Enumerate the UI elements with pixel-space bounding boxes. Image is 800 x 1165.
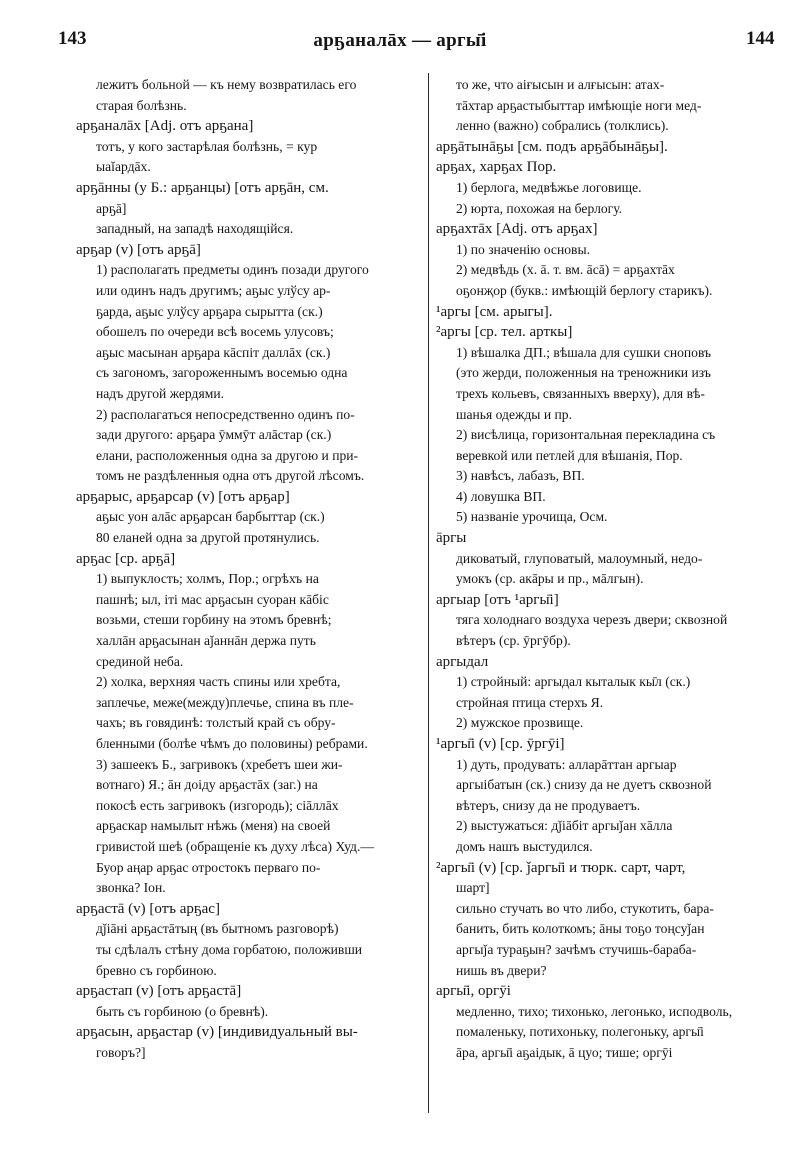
entry-body-line: 2) холка, верхняя часть спины или хребта,	[96, 674, 341, 690]
entry-body-line: вотнаго) Я.; āн доіду арҕастāх (заг.) на	[96, 777, 318, 793]
entry-body-line: 2) медвѣдь (х. ā. т. вм. āсā) = арҕахтāх	[456, 262, 675, 278]
entry-body-line: зади другого: арҕара ӯммӯт алāстар (ск.)	[96, 427, 332, 443]
entry-body-line: вѣтеръ (ср. ӯргӯбр).	[456, 633, 571, 649]
entry-body-line: шанья одежды и пр.	[456, 406, 572, 422]
entry-body-line: лежитъ больной — къ нему возвратилась его	[96, 77, 357, 92]
entry-headword-line: арҕах, харҕах Пор.	[436, 159, 557, 176]
entry-body-line: покосѣ есть загривокъ (изгородь); сіāллāх	[96, 797, 339, 813]
entry-headword-line: арҕастā (v) [отъ арҕас]	[76, 900, 220, 917]
entry-body-line: аргыібатын (ск.) снизу да не дуетъ сквозной	[456, 777, 712, 793]
entry-body-line: стройная птица стерхъ Я.	[456, 694, 604, 710]
entry-body-line: заплечье, меже(между)плечье, спина въ пле-	[96, 694, 354, 710]
entry-body-line: Буор аңар арҕас отростокъ перваго по-	[96, 859, 321, 875]
entry-headword-line: аргыдал	[436, 653, 489, 670]
entry-body-line: бревно съ горбиною.	[96, 962, 217, 978]
entry-body-line: 1) располагать предметы одинъ позади другого	[96, 262, 369, 278]
entry-body-line: ты сдѣлалъ стѣну дома горбатою, положивши	[96, 941, 363, 957]
entry-body-line: āра, аргы̄і аҕаідык, ā цуо; тише; оргӯі	[456, 1044, 673, 1060]
entry-body-line: 1) стройный: аргыдал кыталык кы̄л (ск.)	[456, 674, 691, 690]
entry-body-line: возьми, стеши горбину на этомъ бревнѣ;	[96, 612, 332, 628]
entry-headword-line: арҕарыс, арҕарсар (v) [отъ арҕар]	[76, 488, 290, 505]
entry-body-line: 2) мужское прозвище.	[456, 715, 584, 731]
entry-body-line: обошелъ по очереди всѣ восемь улусовъ;	[96, 324, 334, 340]
entry-body-line: или одинъ надъ другимъ; аҕыс улўсу ар-	[96, 282, 331, 298]
right-page-number: 144	[746, 28, 775, 49]
entry-body-line: то же, что аіғысын и алғысын: атах-	[456, 77, 665, 92]
entry-headword-line: арҕāнны (у Б.: арҕанцы) [отъ арҕāн, см.	[76, 179, 329, 196]
entry-body-line: дǰіāні арҕастāтың (въ бытномъ разговорѣ)	[96, 921, 339, 937]
entry-body-line: 2) располагаться непосредственно одинъ по-	[96, 406, 355, 422]
entry-body-line: аҕыс уон алāс арҕарсан барбыттар (ск.)	[96, 509, 325, 525]
entry-headword-line: арҕахтāх [Adj. отъ арҕах]	[436, 221, 598, 238]
entry-body-line: старая болѣзнь.	[96, 97, 187, 113]
left-column	[76, 75, 422, 1064]
entry-body-line: надъ другой жердями.	[96, 385, 224, 401]
entry-headword-line: арҕар (v) [отъ арҕā]	[76, 241, 201, 258]
right-column	[436, 75, 786, 1064]
entry-body-line: аҕыс масынан арҕара кāспіт даллāх (ск.)	[96, 344, 331, 360]
entry-body-line: ҕарда, аҕыс улўсу арҕара сырытта (ск.)	[96, 303, 323, 319]
entry-body-line: съ загономъ, загороженнымъ восемью одна	[96, 365, 348, 381]
entry-body-line: елани, расположенныя одна за другою и при-	[96, 447, 359, 463]
entry-body-line: быть съ горбиною (о бревнѣ).	[96, 1003, 269, 1019]
entry-body-line: ленно (важно) собрались (толклись).	[456, 118, 669, 134]
entry-headword-line: арҕāтынāҕы [см. подъ арҕāбынāҕы].	[436, 138, 668, 155]
entry-body-line: пашнѣ; ыл, іті мас арҕасын суоран кāбіс	[96, 591, 329, 607]
entry-body-line: западный, на западѣ находящійся.	[96, 221, 294, 237]
running-head: арҕаналāх — аргы̄і	[313, 30, 487, 51]
entry-headword-line: ¹аргы̄і (v) [ср. ӯргӯі]	[436, 736, 565, 752]
entry-body-line: 2) висѣлица, горизонтальная перекладина съ	[456, 427, 716, 443]
entry-body-line: чахъ; въ говядинѣ: толстый край съ обру-	[96, 715, 336, 731]
entry-headword-line: аргы̄і, оргӯі	[436, 983, 511, 1000]
entry-body-line: халлāн арҕасынан аǰаннāн держа путь	[96, 633, 316, 649]
entry-body-line: арҕаскар намылыт нѣжь (меня) на своей	[96, 818, 331, 834]
entry-body-line: звонка? Іон.	[96, 880, 166, 896]
entry-body-line: тāхтар арҕастыбыттар имѣющіе ноги мед-	[456, 97, 702, 113]
entry-body-line: ыаǐардāх.	[96, 159, 151, 175]
entry-headword-line: ¹аргы [см. арыгы].	[436, 303, 553, 320]
page-header	[0, 0, 800, 70]
entry-headword-line: аргыар [отъ ¹аргы̄і]	[436, 591, 559, 608]
entry-body-line: тотъ, у кого застарѣлая болѣзнь, = кур	[96, 138, 318, 154]
entry-body-line: 80 еланей одна за другой протянулись.	[96, 530, 320, 546]
entry-body-line: 1) по значенію основы.	[456, 241, 590, 257]
left-page-number: 143	[58, 28, 87, 49]
entry-body-line: томъ не раздѣленныя одна отъ другой лѣсомъ.	[96, 468, 365, 484]
entry-body-line: 5) названіе урочища, Осм.	[456, 509, 608, 525]
entry-body-line: помаленьку, потихоньку, полегоньку, аргы̄і	[456, 1024, 704, 1040]
entry-headword-line: арҕаналāх [Adj. отъ арҕана]	[76, 118, 254, 135]
entry-body-line: арҕā]	[96, 200, 127, 216]
entry-body-line: срединой неба.	[96, 653, 184, 669]
entry-body-line: шарт]	[456, 880, 490, 896]
entry-body-line: нишь въ двери?	[456, 962, 547, 978]
entry-body-line: 4) ловушка ВП.	[456, 488, 546, 504]
entry-body-line: (это жерди, положенныя на треножники изъ	[456, 365, 711, 381]
entry-body-line: 1) дуть, продувать: аллаpāттан аргыар	[456, 756, 677, 772]
entry-body-line: 3) зашеекъ Б., загривокъ (хребетъ шеи жи-	[96, 756, 343, 772]
entry-body-line: 3) навѣсъ, лабазъ, ВП.	[456, 468, 585, 484]
entry-headword-line: āргы	[436, 530, 467, 547]
entry-body-line: гривистой шеѣ (обращеніе къ духу лѣса) Худ.—	[96, 838, 374, 854]
entry-body-line: 2) юрта, похожая на берлогу.	[456, 200, 623, 216]
entry-headword-line: арҕас [ср. арҕā]	[76, 550, 176, 567]
entry-body-line: сильно стучать во что либо, стукотить, бара-	[456, 900, 714, 916]
entry-body-line: 1) вѣшалка ДП.; вѣшала для сушки сноповъ	[456, 344, 712, 360]
entry-body-line: банить, бить колоткомъ; āны тоҕо тоңсуǰан	[456, 921, 705, 937]
entry-body-line: медленно, тихо; тихонько, легонько, исподволь,	[456, 1003, 733, 1019]
entry-headword-line: арҕастап (v) [отъ арҕастā]	[76, 983, 242, 1000]
entry-headword-line: арҕасын, арҕастар (v) [индивидуальный вы-	[76, 1024, 358, 1041]
entry-headword-line: ²аргы̄і (v) [ср. ǰаргы̄і и тюрк. сарт, чарт,	[436, 859, 686, 876]
entry-body-line: оҕонҗор (букв.: имѣющій берлогу старикъ).	[456, 282, 713, 298]
entry-body-line: 1) берлога, медвѣжье логовище.	[456, 179, 642, 195]
entry-body-line: диковатый, глуповатый, малоумный, недо-	[456, 550, 703, 566]
entry-body-line: вѣтеръ, снизу да не продуваетъ.	[456, 797, 641, 813]
entry-body-line: трехъ кольевъ, связанныхъ вверху), для вѣ-	[456, 385, 705, 401]
entry-body-line: тяга холоднаго воздуха черезъ двери; сквозной	[456, 612, 728, 628]
entry-body-line: 1) выпуклость; холмъ, Пор.; огрѣхъ на	[96, 571, 319, 587]
column-divider	[428, 73, 429, 1113]
entry-body-line: домъ нашъ выстудился.	[456, 838, 593, 854]
entry-body-line: бленными (болѣе чѣмъ до половины) ребрами.	[96, 736, 368, 751]
entry-body-line: умокъ (ср. акāры и пр., мāлгын).	[456, 571, 644, 587]
entry-body-line: 2) выстужаться: дǰіāбіт аргыǰан хāлла	[456, 818, 673, 834]
entry-body-line: веревкой или петлей для вѣшанія, Пор.	[456, 447, 683, 463]
entry-body-line: говоръ?]	[96, 1044, 146, 1060]
entry-body-line: аргыǰа тураҕын? зачѣмъ стучишь-бараба-	[456, 941, 697, 957]
entry-headword-line: ²аргы [ср. тел. арткы]	[436, 324, 573, 341]
